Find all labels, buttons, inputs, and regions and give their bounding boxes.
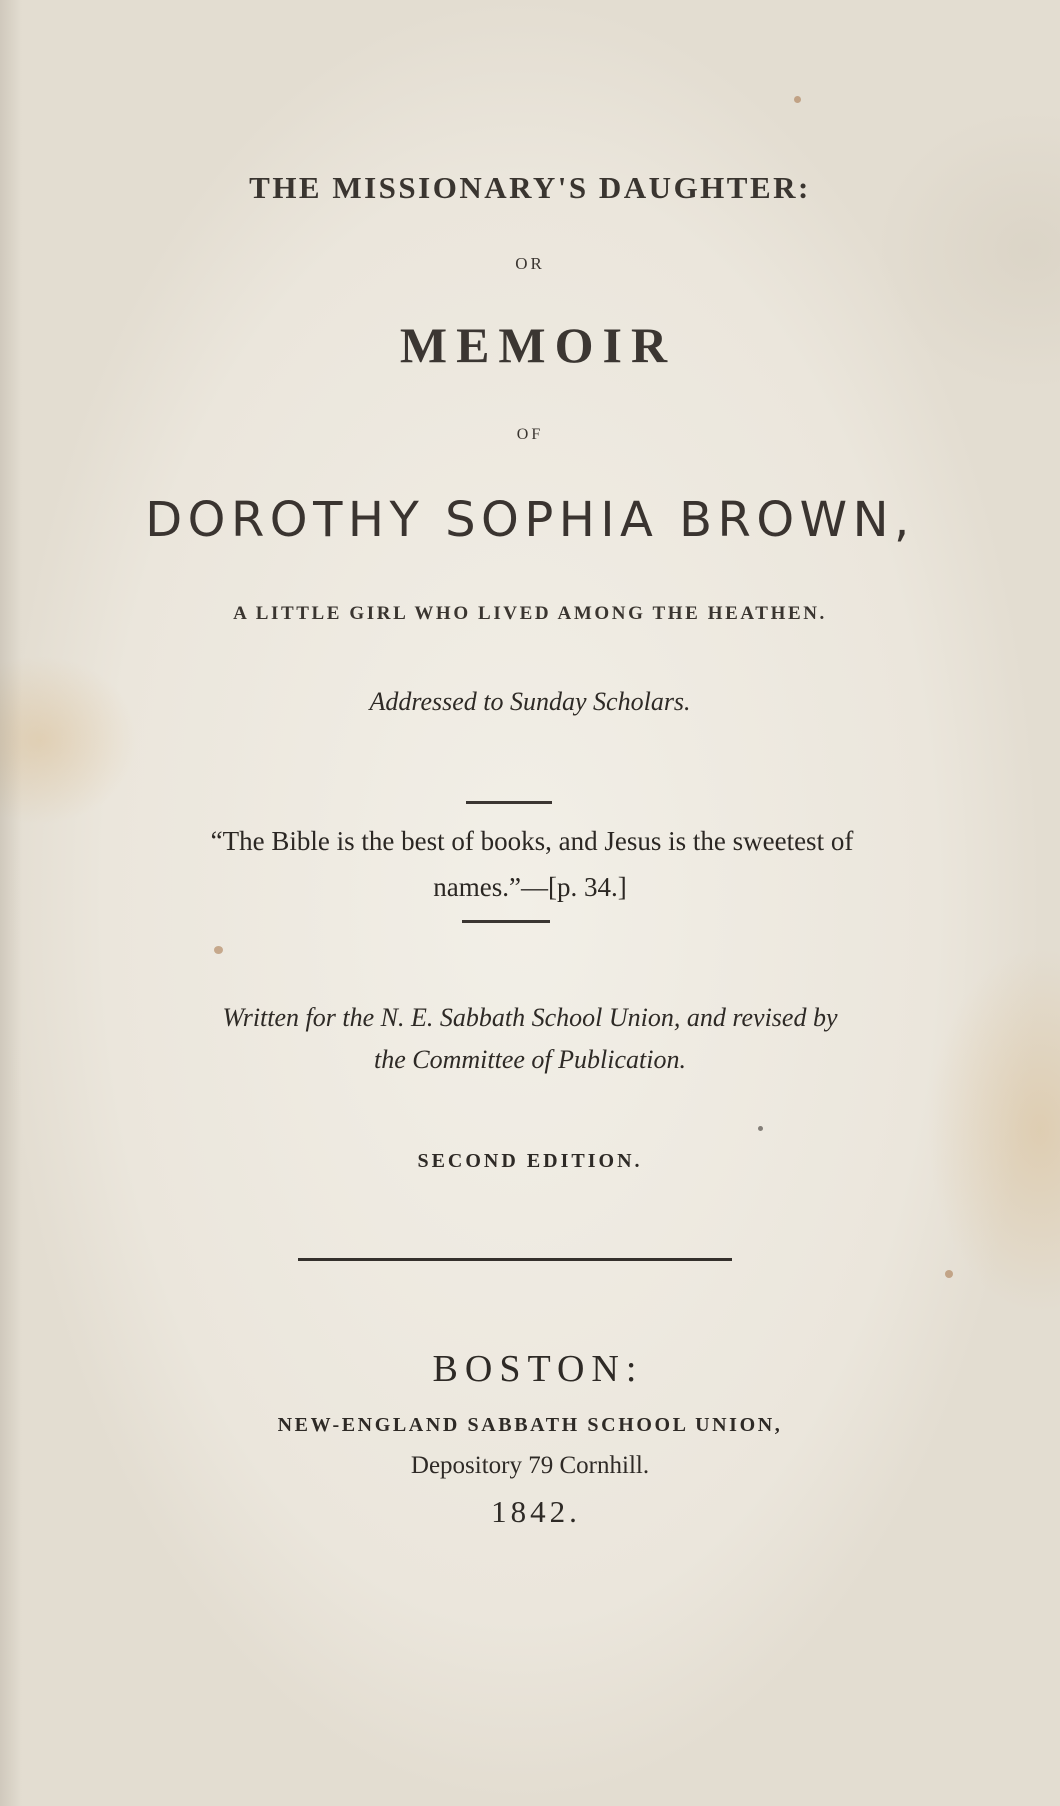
title-memoir: MEMOIR xyxy=(399,317,677,373)
audience-line: Addressed to Sunday Scholars. xyxy=(369,687,691,716)
edition-statement: SECOND EDITION. xyxy=(417,1150,643,1172)
imprint-publisher: NEW-ENGLAND SABBATH SCHOOL UNION, xyxy=(277,1414,783,1436)
foxing-spot xyxy=(794,96,801,103)
subject-description: A LITTLE GIRL WHO LIVED AMONG THE HEATHEN. xyxy=(233,603,827,624)
epigraph-line-2: names.”—[p. 34.] xyxy=(433,872,627,902)
epigraph-bottom-rule xyxy=(462,920,550,923)
imprint-year: 1842. xyxy=(491,1494,581,1529)
subject-name: DOROTHY SOPHIA BROWN, xyxy=(145,492,915,548)
title-of: OF xyxy=(516,426,544,443)
imprint-city: BOSTON: xyxy=(432,1348,644,1390)
imprint-divider-rule xyxy=(298,1258,732,1261)
title-heading: THE MISSIONARY'S DAUGHTER: xyxy=(249,170,811,205)
imprint-address: Depository 79 Cornhill. xyxy=(410,1452,650,1479)
foxing-spot xyxy=(214,946,223,954)
title-or: OR xyxy=(515,254,545,273)
authorship-line-1: Written for the N. E. Sabbath School Union, and revised by xyxy=(222,1003,838,1032)
authorship-line-2: the Committee of Publication. xyxy=(374,1045,686,1074)
epigraph-top-rule xyxy=(466,801,552,804)
foxing-spot xyxy=(758,1126,763,1131)
epigraph-line-1: “The Bible is the best of books, and Jesus is the sweetest of xyxy=(210,826,854,856)
foxing-spot xyxy=(945,1270,953,1278)
